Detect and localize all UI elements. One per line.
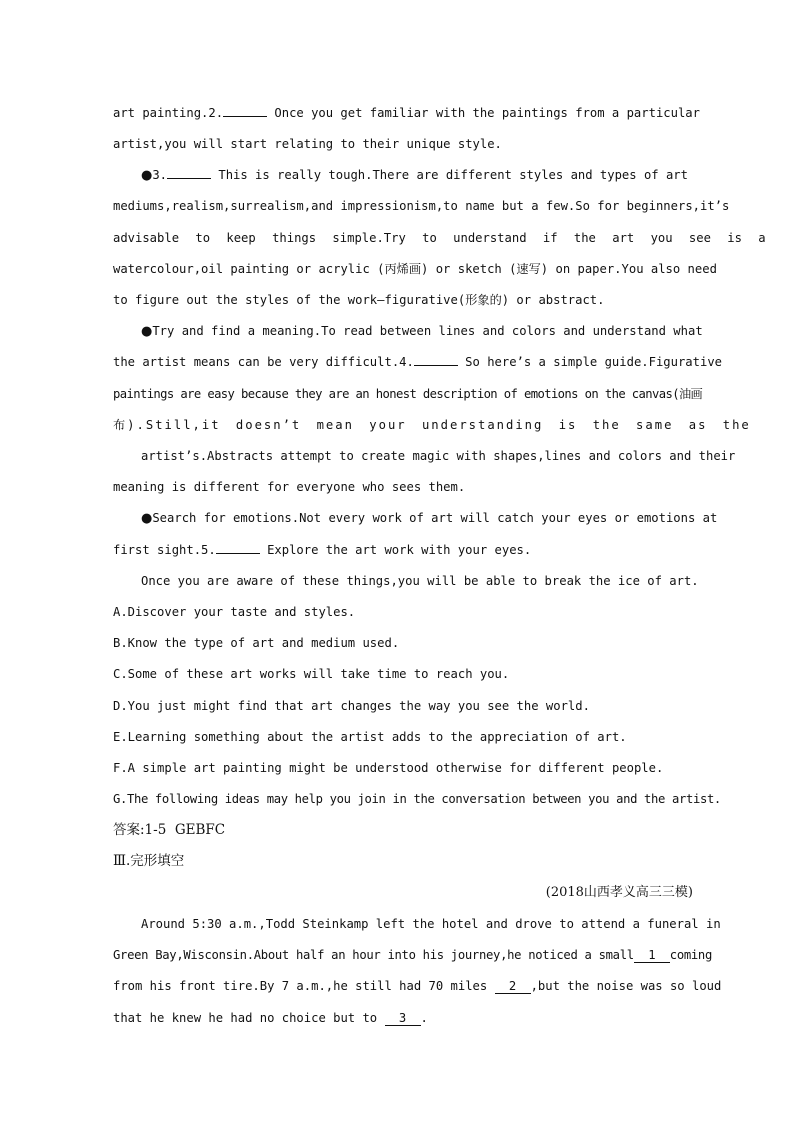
passage-line: mediums,realism,surrealism,and impressionism,to name but a few.So for beginners,it’s [113,199,730,213]
option-f: F.A simple art painting might be understood otherwise for different people. [113,761,664,775]
passage-line [113,354,722,370]
blank-4 [414,365,458,366]
text: Explore the art work with your eyes. [259,543,532,557]
source-note: (2018山西孝义高三三模) [545,885,693,900]
passage-line: advisable to keep things simple.Try to understand if the art you see is a [113,231,766,245]
text: the artist means can be very difficult.4. [113,355,414,369]
text: art painting.2. [113,106,224,120]
passage-line: paintings are easy because they are an honest description of emotions on the canvas(油画 [113,387,703,401]
text: first sight.5. [113,543,216,557]
blank-3 [167,178,211,179]
text: Green Bay,Wisconsin.About half an hour into his journey,he noticed a small [113,948,634,962]
cloze-line [113,947,712,963]
bullet-icon: ● [141,168,153,183]
option-c: C.Some of these art works will take time to reach you. [113,667,510,681]
text: . [420,1011,428,1025]
cloze-line [113,1010,428,1026]
passage-line: 布).Still,it doesn’t mean your understanding is the same as the [113,418,751,432]
passage-line: artist,you will start relating to their unique style. [113,137,502,151]
text: So here’s a simple guide.Figurative [457,355,722,369]
text: This is really tough.There are different styles and types of art [211,168,688,182]
cloze-blank-2: 2 [495,979,531,994]
text: 3. [152,168,168,182]
passage-line [113,105,700,121]
cloze-blank-3: 3 [385,1011,421,1026]
passage-line [141,323,703,340]
bullet-icon: ● [141,511,153,526]
passage-line: to figure out the styles of the work—figurative(形象的) or abstract. [113,293,605,307]
option-g: G.The following ideas may help you join in the conversation between you and the artist. [113,792,721,806]
bullet-icon: ● [141,324,153,339]
text: from his front tire.By 7 a.m.,he still had 70 miles [113,979,495,993]
text: Try and find a meaning.To read between lines and colors and understand what [152,324,703,338]
passage-line: meaning is different for everyone who sees them. [113,480,466,494]
passage-line [141,167,688,184]
text: coming [669,948,713,962]
cloze-line: Around 5:30 a.m.,Todd Steinkamp left the hotel and drove to attend a funeral in [141,917,721,931]
cloze-blank-1: 1 [634,948,670,963]
option-e: E.Learning something about the artist adds to the appreciation of art. [113,730,627,744]
option-d: D.You just might find that art changes the way you see the world. [113,699,590,713]
answer-key: 答案:1-5 GEBFC [113,822,226,838]
text: ,but the noise was so loud [530,979,722,993]
blank-2 [223,116,267,117]
passage-line [141,510,717,527]
cloze-line [113,978,721,994]
text: Once you get familiar with the paintings from a particular [267,106,700,120]
passage-line: artist’s.Abstracts attempt to create magic with shapes,lines and colors and their [141,449,736,463]
passage-line [113,542,531,558]
option-a: A.Discover your taste and styles. [113,605,356,619]
option-b: B.Know the type of art and medium used. [113,636,400,650]
section-heading: Ⅲ.完形填空 [113,853,185,869]
passage-line: watercolour,oil painting or acrylic (丙烯画) or sketch (速写) on paper.You also need [113,262,717,276]
text: that he knew he had no choice but to [113,1011,385,1025]
blank-5 [216,553,260,554]
passage-line: Once you are aware of these things,you will be able to break the ice of art. [141,574,699,588]
text: Search for emotions.Not every work of art will catch your eyes or emotions at [152,511,718,525]
